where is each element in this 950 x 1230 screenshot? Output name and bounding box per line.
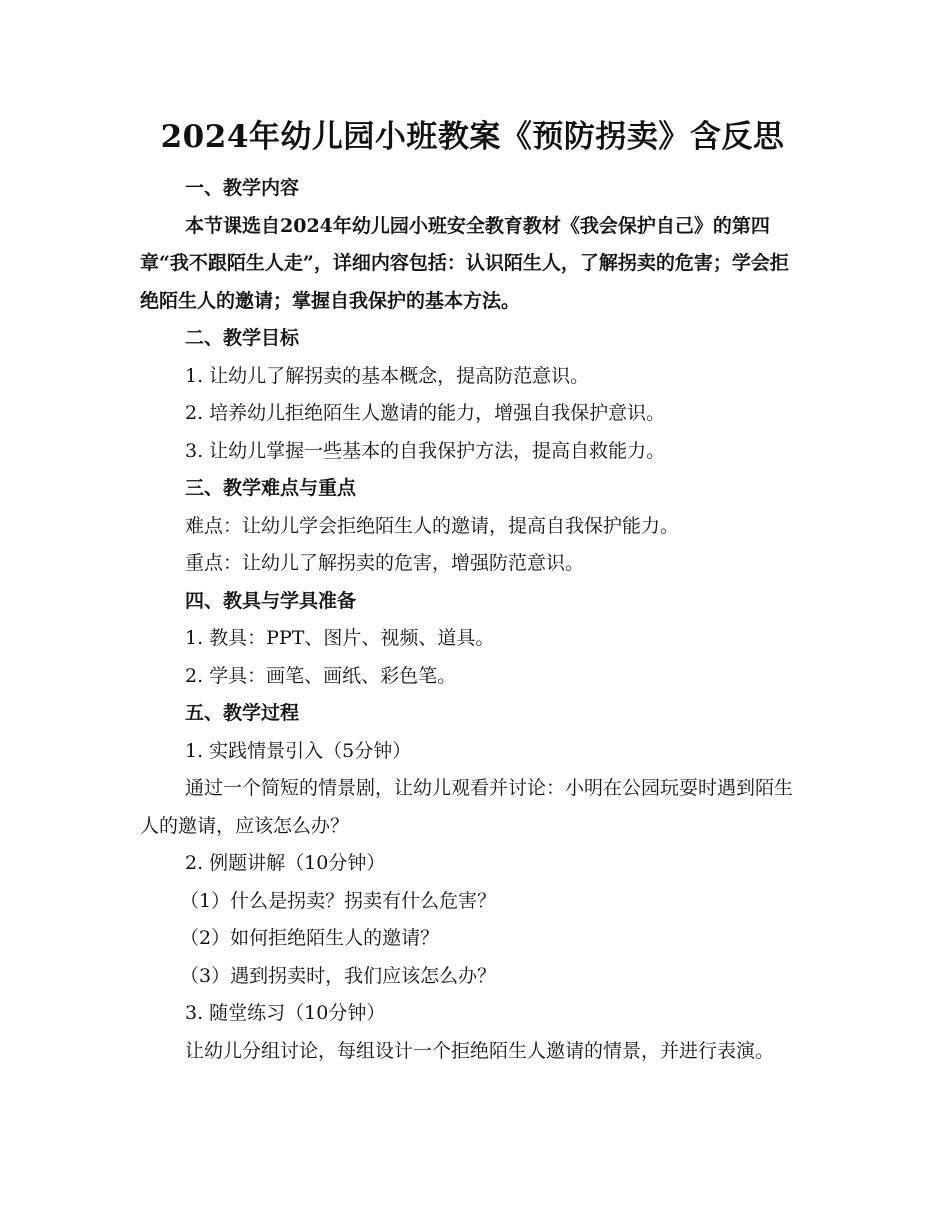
teaching-goal-item: 2. 培养幼儿拒绝陌生人邀请的能力，增强自我保护意识。 bbox=[185, 402, 666, 424]
document-title: 2024年幼儿园小班教案《预防拐卖》含反思 bbox=[160, 119, 785, 155]
process-step-body: 让幼儿分组讨论，每组设计一个拒绝陌生人邀请的情景，并进行表演。 bbox=[185, 1039, 775, 1062]
teaching-goal-item: 3. 让幼儿掌握一些基本的自我保护方法，提高自救能力。 bbox=[185, 439, 666, 462]
document-content bbox=[140, 112, 805, 1070]
process-step-title: 1. 实践情景引入（5分钟） bbox=[185, 739, 412, 762]
process-step-body: 通过一个简短的情景剧，让幼儿观看并讨论：小明在公园玩耍时遇到陌生人的邀请，应该怎么办？ bbox=[140, 777, 794, 837]
key-point-text: 重点：让幼儿了解拐卖的危害，增强防范意识。 bbox=[185, 552, 585, 574]
section-heading-materials: 四、教具与学具准备 bbox=[185, 589, 357, 612]
teaching-goal-item: 1. 让幼儿了解拐卖的基本概念，提高防范意识。 bbox=[185, 364, 590, 387]
process-step-title: 3. 随堂练习（10分钟） bbox=[185, 1002, 386, 1024]
material-item: 1. 教具：PPT、图片、视频、道具。 bbox=[185, 627, 495, 649]
teaching-content-body: 本节课选自2024年幼儿园小班安全教育教材《我会保护自己》的第四章“我不跟陌生人走”，详细内容包括：认识陌生人，了解拐卖的危害；学会拒绝陌生人的邀请；掌握自我保护的基本方法。 bbox=[140, 214, 789, 312]
example-question-item: （3）遇到拐卖时，我们应该怎么办？ bbox=[180, 964, 497, 987]
section-heading-teaching-process: 五、教学过程 bbox=[185, 702, 300, 724]
section-heading-difficulties: 三、教学难点与重点 bbox=[185, 477, 357, 499]
section-heading-teaching-content: 一、教学内容 bbox=[185, 177, 300, 199]
process-step-title: 2. 例题讲解（10分钟） bbox=[185, 852, 386, 874]
difficulty-text: 难点：让幼儿学会拒绝陌生人的邀请，提高自我保护能力。 bbox=[185, 514, 680, 537]
example-question-item: （2）如何拒绝陌生人的邀请？ bbox=[180, 927, 440, 949]
section-heading-teaching-goals: 二、教学目标 bbox=[185, 327, 300, 349]
material-item: 2. 学具：画笔、画纸、彩色笔。 bbox=[185, 664, 457, 687]
example-question-item: （1）什么是拐卖？拐卖有什么危害？ bbox=[180, 889, 497, 912]
